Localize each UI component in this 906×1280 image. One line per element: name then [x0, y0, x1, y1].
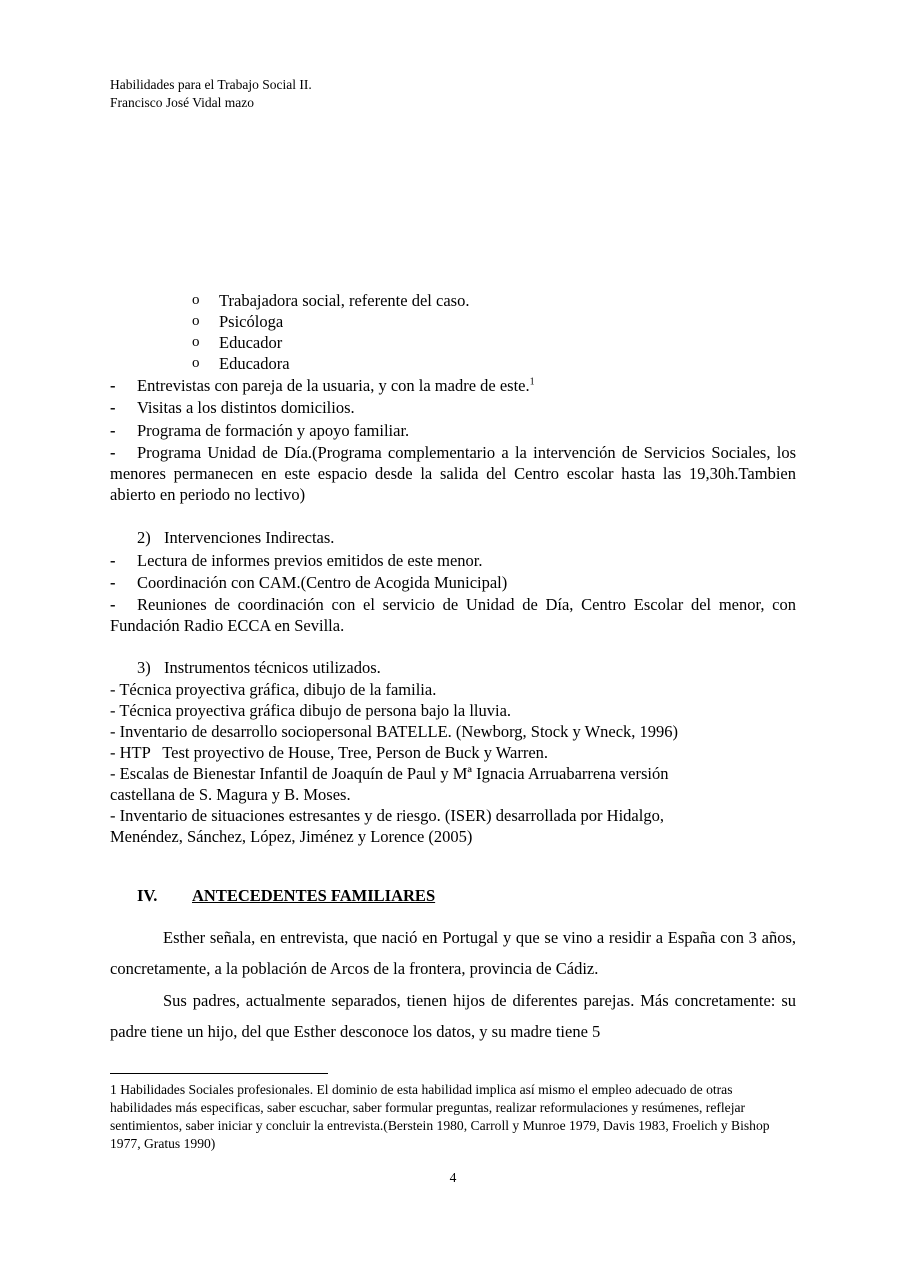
dash-bullet-icon: -: [110, 443, 116, 462]
paragraph-text: Esther señala, en entrevista, que nació en Portugal y que se vino a residir a España con 3 años, concretamente, a la población de Arcos de la frontera, provincia de Cádiz.: [110, 928, 796, 978]
footnote-separator: [110, 1073, 328, 1074]
section-number: IV.: [137, 886, 158, 905]
header-line-2: Francisco José Vidal mazo: [110, 95, 255, 110]
staff-item: [192, 353, 290, 374]
instrument-line: castellana de S. Magura y B. Moses.: [110, 785, 351, 804]
list-item: [110, 572, 796, 593]
dash-bullet-icon: -: [110, 573, 116, 592]
instrument-line: - Inventario de desarrollo sociopersonal BATELLE. (Newborg, Stock y Wneck, 1996): [110, 722, 679, 741]
header-line-1: Habilidades para el Trabajo Social II.: [110, 77, 312, 92]
staff-item: [192, 332, 282, 353]
instruments-heading: [137, 657, 381, 678]
list-item-text: Reuniones de coordinación con el servicio de Unidad de Día, Centro Escolar del menor, con Fundación Radio ECCA en Sevilla.: [110, 595, 796, 635]
list-item-text: Programa Unidad de Día.(Programa complementario a la intervención de Servicios Sociales, los menores permanecen en este espacio desde la salida del Centro escolar hasta las 19,30h.Tambien abierto en periodo no lectivo): [110, 443, 796, 504]
list-item: [110, 375, 796, 396]
circle-bullet-icon: o: [192, 355, 200, 371]
list-item-text: Programa de formación y apoyo familiar.: [137, 421, 410, 440]
instrument-line: - Técnica proyectiva gráfica dibujo de persona bajo la lluvia.: [110, 701, 512, 720]
dash-bullet-icon: -: [110, 421, 116, 440]
instrument-line: - Técnica proyectiva gráfica, dibujo de la familia.: [110, 680, 437, 699]
dash-bullet-icon: -: [110, 376, 116, 395]
instrument-line: - Escalas de Bienestar Infantil de Joaquín de Paul y Mª Ignacia Arruabarrena versión: [110, 764, 669, 783]
list-item: [110, 397, 796, 418]
list-item-text: Lectura de informes previos emitidos de este menor.: [137, 551, 483, 570]
paragraph: [110, 985, 796, 1047]
indirect-interventions-heading: [137, 527, 334, 548]
dash-bullet-icon: -: [110, 595, 116, 614]
list-item-text: Entrevistas con pareja de la usuaria, y con la madre de este.: [137, 376, 530, 395]
list-item: [110, 420, 796, 441]
staff-item: [192, 311, 283, 332]
staff-item-text: Educadora: [219, 354, 290, 373]
paragraph: [110, 922, 796, 984]
instrument-line: - Inventario de situaciones estresantes y de riesgo. (ISER) desarrollada por Hidalgo,: [110, 806, 664, 825]
circle-bullet-icon: o: [192, 334, 200, 350]
section-title: ANTECEDENTES FAMILIARES: [192, 886, 436, 905]
list-item-text: Visitas a los distintos domicilios.: [137, 398, 355, 417]
heading-text: Intervenciones Indirectas.: [164, 528, 335, 547]
heading-number: 3): [137, 658, 151, 677]
instruments-list: [110, 679, 796, 847]
heading-number: 2): [137, 528, 151, 547]
heading-text: Instrumentos técnicos utilizados.: [164, 658, 381, 677]
page-number: 4: [449, 1170, 457, 1185]
list-item-text: Coordinación con CAM.(Centro de Acogida Municipal): [137, 573, 508, 592]
dash-bullet-icon: -: [110, 398, 116, 417]
staff-item-text: Educador: [219, 333, 283, 352]
direct-interventions-list: [110, 375, 796, 505]
list-item: [110, 442, 796, 505]
instrument-line: - HTP Test proyectivo de House, Tree, Person de Buck y Warren.: [110, 743, 549, 762]
dash-bullet-icon: -: [110, 551, 116, 570]
staff-item: [192, 290, 469, 311]
staff-item-text: Trabajadora social, referente del caso.: [219, 291, 470, 310]
circle-bullet-icon: o: [192, 313, 200, 329]
staff-item-text: Psicóloga: [219, 312, 284, 331]
section-heading: [137, 886, 435, 906]
list-item: [110, 594, 796, 636]
list-item: [110, 550, 796, 571]
indirect-interventions-list: [110, 550, 796, 636]
footnote-reference[interactable]: 1: [529, 376, 535, 388]
instrument-line: Menéndez, Sánchez, López, Jiménez y Lorence (2005): [110, 827, 473, 846]
footnote: 1 Habilidades Sociales profesionales. El dominio de esta habilidad implica así mismo el empleo adecuado de otras habilidades más especificas, saber escuchar, saber formular preguntas, realizar reformulaciones y resúmenes, reflejar sentimientos, saber iniciar y concluir la entrevista.(Berstein 1980, Carroll y Munroe 1979, Davis 1983, Froelich y Bishop 1977, Gratus 1990): [110, 1082, 770, 1151]
page-header: [110, 76, 312, 112]
circle-bullet-icon: o: [192, 292, 200, 308]
paragraph-text: Sus padres, actualmente separados, tienen hijos de diferentes parejas. Más concretamente: su padre tiene un hijo, del que Esther desconoce los datos, y su madre tiene 5: [110, 991, 796, 1041]
